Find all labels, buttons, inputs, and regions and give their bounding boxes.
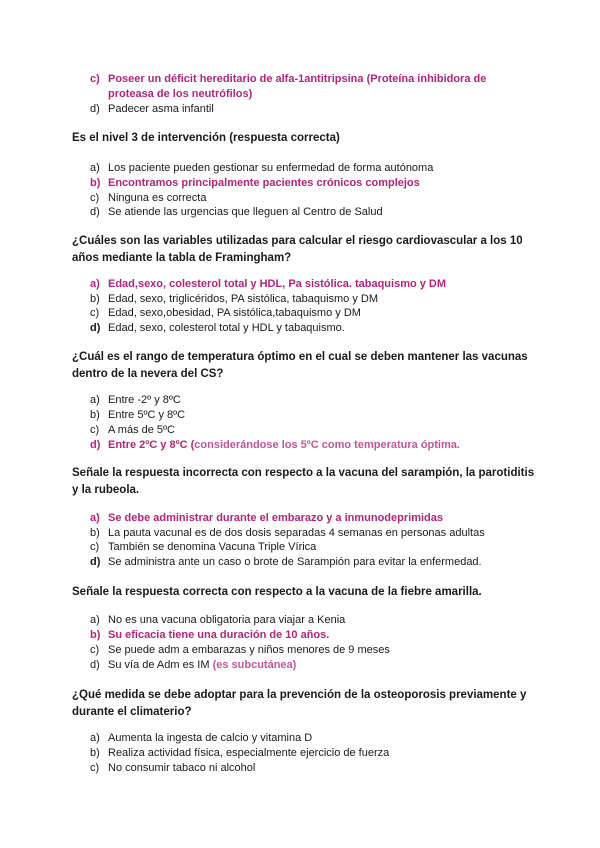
option-letter: a)	[90, 278, 100, 290]
option-letter: c)	[90, 73, 100, 85]
option-letter: d)	[90, 439, 101, 451]
option-letter: a)	[90, 614, 100, 626]
q2-option-d	[90, 321, 520, 336]
q2-option-b	[90, 292, 520, 307]
question-title: Señale la respuesta correcta con respecto a la vacuna de la fiebre amarilla.	[72, 586, 482, 598]
question-title: ¿Qué medida se debe adoptar para la prevención de la osteoporosis previamente y durante el climaterio?	[72, 689, 527, 718]
option-text: Entre -2º y 8ºC	[108, 394, 181, 406]
option-text: Se puede adm a embarazas y niños menores de 9 meses	[108, 644, 390, 656]
q1-option-d	[90, 205, 520, 220]
option-letter: d)	[90, 556, 101, 568]
option-text: Poseer un déficit hereditario de alfa-1antitripsina (Proteína inhibidora de proteasa de los neutrófilos)	[108, 73, 487, 100]
q3-option-c	[90, 423, 520, 438]
q1-option-c	[90, 191, 520, 206]
option-text: También se denomina Vacuna Triple Vírica	[108, 541, 317, 553]
question-title: Es el nivel 3 de intervención (respuesta correcta)	[72, 132, 340, 144]
q6-option-c	[90, 761, 520, 776]
option-letter: a)	[90, 162, 100, 174]
option-letter: a)	[90, 732, 100, 744]
q5-option-c	[90, 643, 520, 658]
q6-option-b	[90, 746, 520, 761]
option-letter: d)	[90, 206, 100, 218]
option-text: Edad, sexo, colesterol total y HDL y tabaquismo.	[108, 322, 345, 334]
q6-option-a	[90, 731, 520, 746]
option-text: Edad, sexo, triglicéridos, PA sistólica, tabaquismo y DM	[108, 293, 379, 305]
q4-option-a	[90, 511, 520, 526]
option-letter: b)	[90, 527, 100, 539]
option-text: Su vía de Adm es IM	[108, 659, 210, 671]
q3-option-d	[90, 438, 520, 453]
q5-option-b	[90, 628, 520, 643]
option-letter: d)	[90, 103, 100, 115]
q1-option-a	[90, 161, 520, 176]
option-letter: c)	[90, 424, 100, 436]
option-text: La pauta vacunal es de dos dosis separadas 4 semanas en personas adultas	[108, 527, 485, 539]
option-text: Ninguna es correcta	[108, 192, 207, 204]
option-text: Los paciente pueden gestionar su enfermedad de forma autónoma	[108, 162, 434, 174]
option-text: Entre 2ºC y 8ºC (	[108, 439, 195, 451]
q2-option-a	[90, 277, 520, 292]
option-text: No consumir tabaco ni alcohol	[108, 762, 256, 774]
option-letter: c)	[90, 644, 100, 656]
option-text: Padecer asma infantil	[108, 103, 214, 115]
question-title: Señale la respuesta incorrecta con respecto a la vacuna del sarampión, la parotiditis y la rubeola.	[72, 467, 535, 496]
option-text: Se administra ante un caso o brote de Sarampión para evitar la enfermedad.	[108, 556, 482, 568]
option-text: A más de 5ºC	[108, 424, 175, 436]
q4-option-d	[90, 555, 520, 570]
option-text: Realiza actividad física, especialmente ejercicio de fuerza	[108, 747, 390, 759]
q4-option-b	[90, 526, 520, 541]
option-note: considerándose los 5ºC como temperatura óptima.	[194, 439, 460, 451]
option-text: Encontramos principalmente pacientes crónicos complejos	[108, 177, 420, 189]
option-text: No es una vacuna obligatoria para viajar a Kenia	[108, 614, 346, 626]
q3-option-b	[90, 408, 520, 423]
option-letter: c)	[90, 541, 100, 553]
option-text: Aumenta la ingesta de calcio y vitamina D	[108, 732, 313, 744]
option-letter: a)	[90, 394, 100, 406]
option-text: Se atiende las urgencias que lleguen al Centro de Salud	[108, 206, 383, 218]
option-letter: b)	[90, 177, 101, 189]
q0-option-d	[90, 102, 520, 117]
option-text: Edad, sexo,obesidad, PA sistólica,tabaquismo y DM	[108, 307, 361, 319]
question-title: ¿Cuál es el rango de temperatura óptimo en el cual se deben mantener las vacunas dentro de la nevera del CS?	[72, 351, 528, 380]
option-letter: d)	[90, 659, 100, 671]
option-letter: b)	[90, 629, 101, 641]
question-title: ¿Cuáles son las variables utilizadas para calcular el riesgo cardiovascular a los 10 años mediante la tabla de Framingham?	[72, 235, 523, 264]
option-letter: b)	[90, 293, 100, 305]
option-text: Se debe administrar durante el embarazo y a inmunodeprimidas	[108, 512, 443, 524]
option-letter: b)	[90, 409, 100, 421]
option-letter: c)	[90, 307, 100, 319]
q2-option-c	[90, 306, 520, 321]
option-note: (es subcutánea)	[212, 659, 297, 671]
option-letter: c)	[90, 192, 100, 204]
q1-option-b	[90, 176, 520, 191]
q3-option-a	[90, 393, 520, 408]
option-letter: c)	[90, 762, 100, 774]
q5-option-d	[90, 658, 520, 673]
option-letter: d)	[90, 322, 101, 334]
option-text: Edad,sexo, colesterol total y HDL, Pa sistólica. tabaquismo y DM	[108, 278, 447, 290]
q0-option-c	[90, 72, 520, 102]
option-letter: a)	[90, 512, 100, 524]
option-text: Su eficacia tiene una duración de 10 años.	[108, 629, 330, 641]
option-text: Entre 5ºC y 8ºC	[108, 409, 186, 421]
q4-option-c	[90, 540, 520, 555]
q5-option-a	[90, 613, 520, 628]
option-letter: b)	[90, 747, 100, 759]
